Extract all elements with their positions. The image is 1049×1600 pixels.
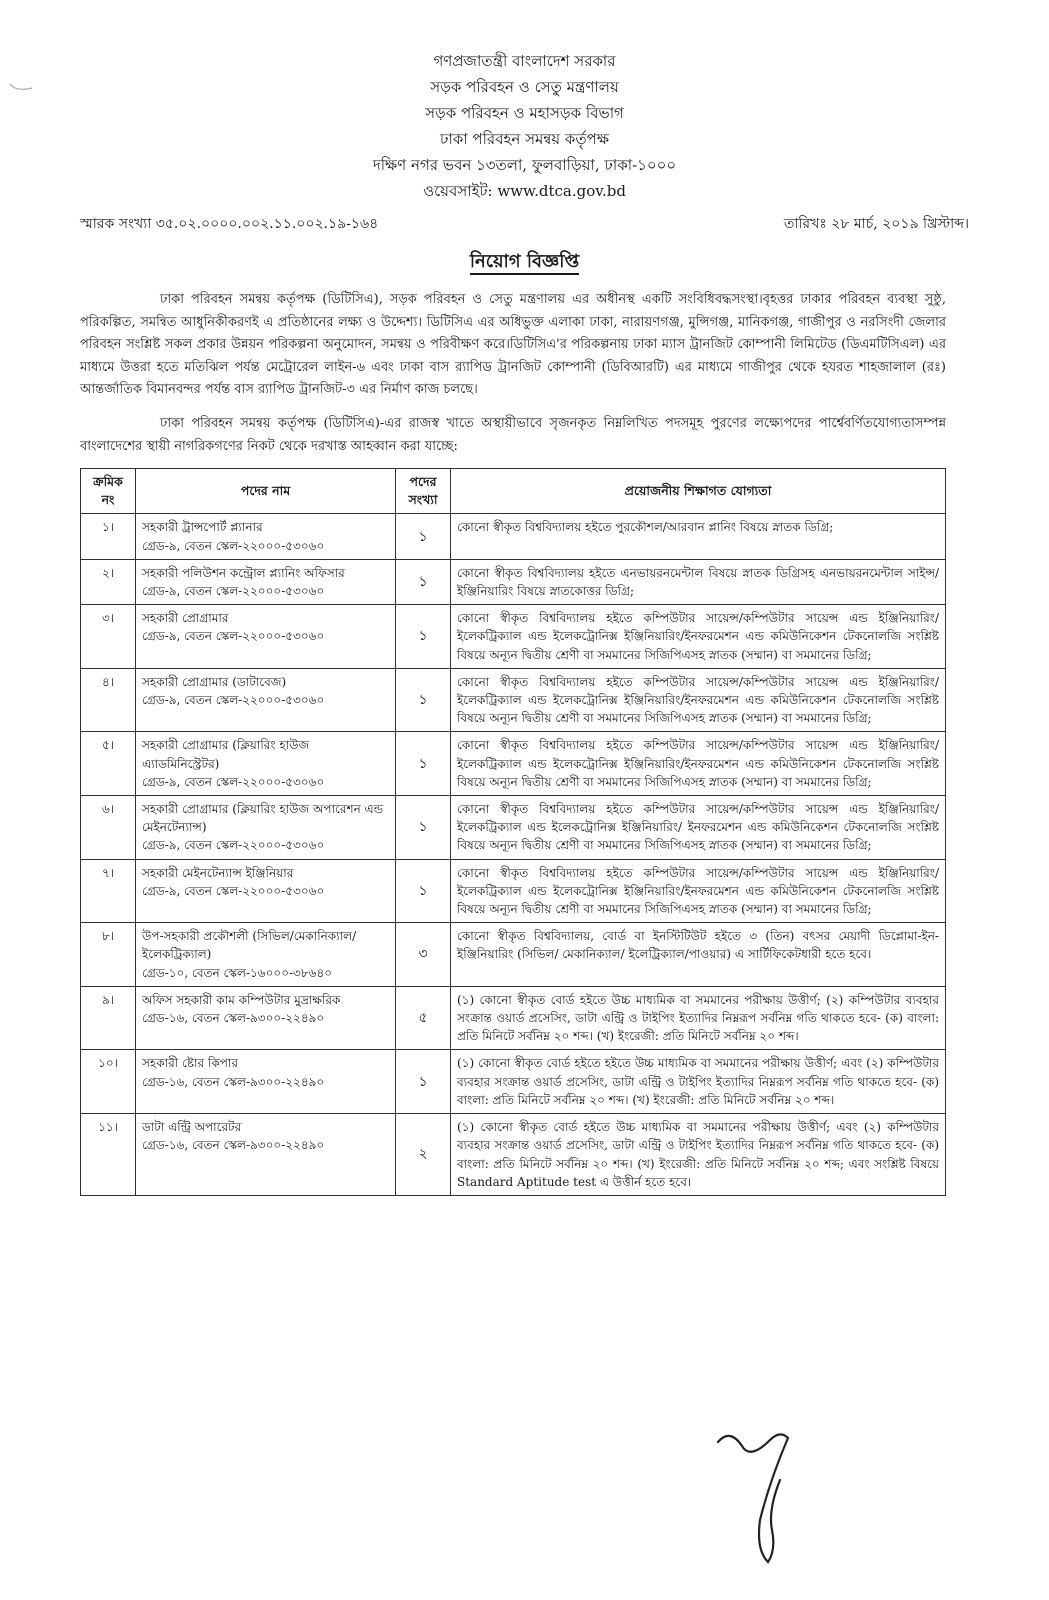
row-qualification: কোনো স্বীকৃত বিশ্ববিদ্যালয় হইতে এনভায়রনমেন্টাল বিষয়ে স্নাতক ডিগ্রিসহ এনভায়রনমেন্টাল সাইন্স/ইঞ্জিনিয়ারিং বিষয়ে স্নাতকোত্তর ডিগ্রি; <box>451 559 946 604</box>
row-post <box>136 559 396 604</box>
row-serial: ৩। <box>81 605 136 669</box>
signature-icon <box>710 1420 820 1570</box>
row-serial: ৬। <box>81 796 136 860</box>
row-serial: ৯। <box>81 986 136 1050</box>
row-serial: ১। <box>81 514 136 559</box>
row-serial: ২। <box>81 559 136 604</box>
row-qualification: কোনো স্বীকৃত বিশ্ববিদ্যালয় হইতে কম্পিউটার সায়েন্স/কম্পিউটার সায়েন্স এন্ড ইঞ্জিনিয়ারিং/ইলেকট্রিক্যাল এন্ড ইলেকট্রোনিক্স ইঞ্জিনিয়ারিং/ইনফরমেশন এন্ড কমিউনিকেশন টেকনোলজি সংশ্লিষ্ট বিষয়ে অন্যূন দ্বিতীয় শ্রেণী বা সমমানের সিজিপিএসহ স্নাতক (সম্মান) বা সমমানের ডিগ্রি; <box>451 859 946 923</box>
header-qualification: প্রয়োজনীয় শিক্ষাগত যোগ্যতা <box>451 469 946 514</box>
post-name: ডাটা এন্ট্রি অপারেটর <box>142 1120 242 1135</box>
table-row <box>81 986 946 1050</box>
row-serial: ১০। <box>81 1050 136 1114</box>
post-grade: গ্রেড-৯, বেতন স্কেল-২২০০০-৫৩০৬০ <box>142 584 325 599</box>
row-qualification: কোনো স্বীকৃত বিশ্ববিদ্যালয় হইতে কম্পিউটার সায়েন্স/কম্পিউটার সায়েন্স এন্ড ইঞ্জিনিয়ারিং/ইলেকট্রিক্যাল এন্ড ইলেকট্রোনিক্স ইঞ্জিনিয়ারিং/ ইনফরমেশন এন্ড কমিউনিকেশন টেকনোলজি সংশ্লিষ্ট বিষয়ে অন্যূন দ্বিতীয় শ্রেণী বা সমমানের সিজিপিএসহ স্নাতক (সম্মান) বা সমমানের ডিগ্রি; <box>451 796 946 860</box>
memo-number: স্মারক সংখ্যা ৩৫.০২.০০০০.০০২.১১.০০২.১৯-১৬৪ <box>80 216 379 232</box>
table-row <box>81 732 946 796</box>
header-post: পদের নাম <box>136 469 396 514</box>
row-count: ২ <box>396 1114 451 1196</box>
row-qualification: (১) কোনো স্বীকৃত বোর্ড হইতে হইতে উচ্চ মাধ্যমিক বা সমমানের পরীক্ষায় উত্তীর্ণ; এবং (২) কম্পিউটার ব্যবহার সংক্রান্ত ওয়ার্ড প্রসেসিং, ডাটা এন্ট্রি ও টাইপিং ইত্যাদির নিম্নরূপ সর্বনিম্ন গতি থাকতে হবে- (ক) বাংলা: প্রতি মিনিটে সর্বনিম্ন ২০ শব্দ। (খ) ইংরেজী: প্রতি মিনিটে সর্বনিম্ন ২০ শব্দ। <box>451 1050 946 1114</box>
header-count: পদের সংখ্যা <box>396 469 451 514</box>
row-qualification: (১) কোনো স্বীকৃত বোর্ড হইতে উচ্চ মাধ্যমিক বা সমমানের পরীক্ষায় উত্তীর্ণ; এবং (২) কম্পিউটার ব্যবহার সংক্রান্ত ওয়ার্ড প্রসেসিং, ডাটা এন্ট্রি ও টাইপিং ইত্যাদির নিম্নরূপ সর্বনিম্ন গতি থাকতে হবে- (ক) বাংলা: প্রতি মিনিটে সর্বনিম্ন ২০ শব্দ। (খ) ইংরেজী: প্রতি মিনিটে সর্বনিম্ন ২০ শব্দ; এবং সংশ্লিষ্ট বিষয়ে Standard Aptitude test এ উত্তীর্ন হতে হবে। <box>451 1114 946 1196</box>
table-row <box>81 923 946 987</box>
row-count: ১ <box>396 514 451 559</box>
row-serial: ৮। <box>81 923 136 987</box>
post-grade: গ্রেড-৯, বেতন স্কেল-২২০০০-৫৩০৬০ <box>142 883 325 898</box>
post-name: উপ-সহকারী প্রকৌশলী (সিভিল/মেকানিক্যাল/ইলেকট্রিক্যাল) <box>142 929 357 962</box>
header-address: দক্ষিণ নগর ভবন ১৩তলা, ফুলবাড়িয়া, ঢাকা-১০০০ <box>372 156 677 174</box>
row-count: ১ <box>396 605 451 669</box>
header-authority: ঢাকা পরিবহন সমন্বয় কর্তৃপক্ষ <box>439 130 609 148</box>
row-post <box>136 1050 396 1114</box>
vacancy-table <box>80 468 946 1196</box>
header-website: ওয়েবসাইট: www.dtca.gov.bd <box>423 182 626 200</box>
row-serial: ৪। <box>81 668 136 732</box>
header-division: সড়ক পরিবহন ও মহাসড়ক বিভাগ <box>425 104 624 122</box>
post-grade: গ্রেড-৯, বেতন স্কেল-২২০০০-৫৩০৬০ <box>142 774 325 789</box>
row-count: ৫ <box>396 986 451 1050</box>
row-post <box>136 1114 396 1196</box>
row-count: ১ <box>396 1050 451 1114</box>
row-post <box>136 668 396 732</box>
post-name: সহকারী মেইনটেন্যান্স ইঞ্জিনিয়ার <box>142 865 294 880</box>
row-post <box>136 514 396 559</box>
row-post <box>136 732 396 796</box>
post-name: সহকারী ট্রান্সপোর্ট প্ল্যানার <box>142 520 263 535</box>
row-count: ১ <box>396 559 451 604</box>
table-header-row <box>81 469 946 514</box>
table-row <box>81 1114 946 1196</box>
row-qualification: কোনো স্বীকৃত বিশ্ববিদ্যালয় হইতে পুরকৌশল/আরবান প্লানিং বিষয়ে স্নাতক ডিগ্রি; <box>451 514 946 559</box>
row-post <box>136 923 396 987</box>
row-count: ৩ <box>396 923 451 987</box>
post-grade: গ্রেড-৯, বেতন স্কেল-২২০০০-৫৩০৬০ <box>142 538 325 553</box>
post-grade: গ্রেড-৯, বেতন স্কেল-২২০০০-৫৩০৬০ <box>142 693 325 708</box>
post-grade: গ্রেড-৯, বেতন স্কেল-২২০০০-৫৩০৬০ <box>142 838 325 853</box>
header-government: গণপ্রজাতন্ত্রী বাংলাদেশ সরকার <box>433 52 616 70</box>
row-post <box>136 796 396 860</box>
row-qualification: (১) কোনো স্বীকৃত বোর্ড হইতে উচ্চ মাধ্যমিক বা সমমানের পরীক্ষায় উত্তীর্ণ; (২) কম্পিউটার ব্যবহার সংক্রান্ত ওয়ার্ড প্রসেসিং, ডাটা এন্ট্রি ও টাইপিং ইত্যাদির নিম্নরূপ সর্বনিম্ন গতি থাকতে হবে- (ক) বাংলা: প্রতি মিনিটে সর্বনিম্ন ২০ শব্দ। (খ) ইংরেজী: প্রতি মিনিটে সর্বনিম্ন ২০ শব্দ। <box>451 986 946 1050</box>
post-grade: গ্রেড-১৬, বেতন স্কেল-৯৩০০-২২৪৯০ <box>142 1074 325 1089</box>
table-body <box>81 514 946 1196</box>
table-row <box>81 559 946 604</box>
row-qualification: কোনো স্বীকৃত বিশ্ববিদ্যালয়, বোর্ড বা ইনস্টিটিউট হইতে ৩ (তিন) বৎসর মেয়াদী ডিপ্লোমা-ইন-ইঞ্জিনিয়ারিং (সিভিল/ মেকানিক্যাল/ ইলেট্রিক্যাল/পাওয়ার) এ সার্টিফিকেটধারী হতে হবে। <box>451 923 946 987</box>
row-qualification: কোনো স্বীকৃত বিশ্ববিদ্যালয় হইতে কম্পিউটার সায়েন্স/কম্পিউটার সায়েন্স এন্ড ইঞ্জিনিয়ারিং/ইলেকট্রিক্যাল এন্ড ইলেকট্রোনিক্স ইঞ্জিনিয়ারিং/ইনফরমেশন এন্ড কমিউনিকেশন টেকনোলজি সংশ্লিষ্ট বিষয়ে অন্যূন দ্বিতীয় শ্রেণী বা সমমানের সিজিপিএসহ স্নাতক (সম্মান) বা সমমানের ডিগ্রি; <box>451 732 946 796</box>
row-post <box>136 859 396 923</box>
table-row <box>81 859 946 923</box>
post-grade: গ্রেড-১০, বেতন স্কেল-১৬০০০-৩৮৬৪০ <box>142 965 333 980</box>
row-serial: ৫। <box>81 732 136 796</box>
row-serial: ১১। <box>81 1114 136 1196</box>
post-name: সহকারী ষ্টোর কিপার <box>142 1056 238 1071</box>
letterhead <box>0 48 1049 204</box>
post-name: সহকারী পলিউশন কন্ট্রোল প্ল্যানিং অফিসার <box>142 565 345 580</box>
memo-date: তারিখঃ ২৮ মার্চ, ২০১৯ খ্রিস্টাব্দ। <box>783 216 969 232</box>
post-grade: গ্রেড-১৬, বেতন স্কেল-৯৩০০-২২৪৯০ <box>142 1011 325 1026</box>
row-count: ১ <box>396 859 451 923</box>
intro-paragraph: ঢাকা পরিবহন সমন্বয় কর্তৃপক্ষ (ডিটিসিএ), সড়ক পরিবহন ও সেতু মন্ত্রণালয় এর অধীনস্থ একটি সংবিধিবদ্ধসংস্থা।বৃহত্তর ঢাকার পরিবহন ব্যবস্থা সুষ্ঠু, পরিকল্পিত, সমন্বিত আধুনিকীকরণই এ প্রতিষ্ঠানের লক্ষ্য ও উদ্দেশ্য। ডিটিসিএ এর অধিভুক্ত এলাকা ঢাকা, নারায়ণগঞ্জ, মুন্সিগঞ্জ, মানিকগঞ্জ, গাজীপুর ও নরসিংদী জেলার পরিবহন সংশ্লিষ্ট সকল প্রকার উন্নয়ন পরিকল্পনা অনুমোদন, সমন্বয় ও পরিবীক্ষণ করে।ডিটিসিএ'র পরিকল্পনায় ঢাকা ম্যাস ট্রানজিট কোম্পানী লিমিটেড (ডিএমটিসিএল) এর মাধ্যমে উত্তরা হতে মতিঝিল পর্যন্ত মেট্রোরেল লাইন-৬ এবং ঢাকা বাস র‍্যাপিড ট্রানজিট কোম্পানী (ডিবিআরটি) এর মাধ্যমে গাজীপুর থেকে হযরত শাহজালাল (রঃ) আন্তর্জাতিক বিমানবন্দর পর্যন্ত বাস র‍্যাপিড ট্রানজিট-৩ এর নির্মাণ কাজ চলছে। <box>80 292 946 397</box>
row-count: ১ <box>396 796 451 860</box>
post-name: সহকারী প্রোগ্রামার (ডাটাবেজ) <box>142 674 287 689</box>
header-ministry: সড়ক পরিবহন ও সেতু মন্ত্রণালয় <box>430 78 619 96</box>
invitation-paragraph: ঢাকা পরিবহন সমন্বয় কর্তৃপক্ষ (ডিটিসিএ)-এর রাজস্ব খাতে অস্থায়ীভাবে সৃজনকৃত নিম্নলিখিত পদসমূহ পুরণের লক্ষ্যেপদের পার্শ্বেবর্ণিতযোগ্যতাসম্পন্ন বাংলাদেশের স্থায়ী নাগরিকগণের নিকট থেকে দরখাস্ত আহব্বান করা যাচ্ছে: <box>80 416 946 454</box>
row-count: ১ <box>396 732 451 796</box>
post-grade: গ্রেড-১৬, বেতন স্কেল-৯৩০০-২২৪৯০ <box>142 1138 325 1153</box>
row-qualification: কোনো স্বীকৃত বিশ্ববিদ্যালয় হইতে কম্পিউটার সায়েন্স/কম্পিউটার সায়েন্স এন্ড ইঞ্জিনিয়ারিং/ইলেকট্রিক্যাল এন্ড ইলেকট্রোনিক্স ইঞ্জিনিয়ারিং/ইনফরমেশন এন্ড কমিউনিকেশন টেকনোলজি সংশ্লিষ্ট বিষয়ে অন্যূন দ্বিতীয় শ্রেণী বা সমমানের সিজিপিএসহ স্নাতক (সম্মান) বা সমমানের ডিগ্রি; <box>451 605 946 669</box>
table-row <box>81 605 946 669</box>
page-title <box>0 247 1049 278</box>
table-row <box>81 796 946 860</box>
table-row <box>81 668 946 732</box>
post-name: সহকারী প্রোগ্রামার (ক্লিয়ারিং হাউজ অপারেশন এন্ড মেইনটেন্যান্স) <box>142 802 384 835</box>
post-name: সহকারী প্রোগ্রামার (ক্লিয়ারিং হাউজ এ্যাডমিনিস্ট্রেটর) <box>142 738 310 771</box>
post-name: সহকারী প্রোগ্রামার <box>142 611 229 626</box>
header-serial: ক্রমিক নং <box>81 469 136 514</box>
post-grade: গ্রেড-৯, বেতন স্কেল-২২০০০-৫৩০৬০ <box>142 629 325 644</box>
table-row <box>81 514 946 559</box>
row-count: ১ <box>396 668 451 732</box>
row-qualification: কোনো স্বীকৃত বিশ্ববিদ্যালয় হইতে কম্পিউটার সায়েন্স/কম্পিউটার সায়েন্স এন্ড ইঞ্জিনিয়ারিং/ইলেকট্রিক্যাল এন্ড ইলেকট্রোনিক্স ইঞ্জিনিয়ারিং/ইনফরমেশন এন্ড কমিউনিকেশন টেকনোলজি সংশ্লিষ্ট বিষয়ে অন্যূন দ্বিতীয় শ্রেণী বা সমমানের সিজিপিএসহ স্নাতক (সম্মান) বা সমমানের ডিগ্রি; <box>451 668 946 732</box>
row-post <box>136 605 396 669</box>
post-name: অফিস সহকারী কাম কম্পিউটার মুদ্রাক্ষরিক <box>142 992 341 1007</box>
row-post <box>136 986 396 1050</box>
table-row <box>81 1050 946 1114</box>
row-serial: ৭। <box>81 859 136 923</box>
title-text: নিয়োগ বিজ্ঞপ্তি <box>470 251 579 275</box>
